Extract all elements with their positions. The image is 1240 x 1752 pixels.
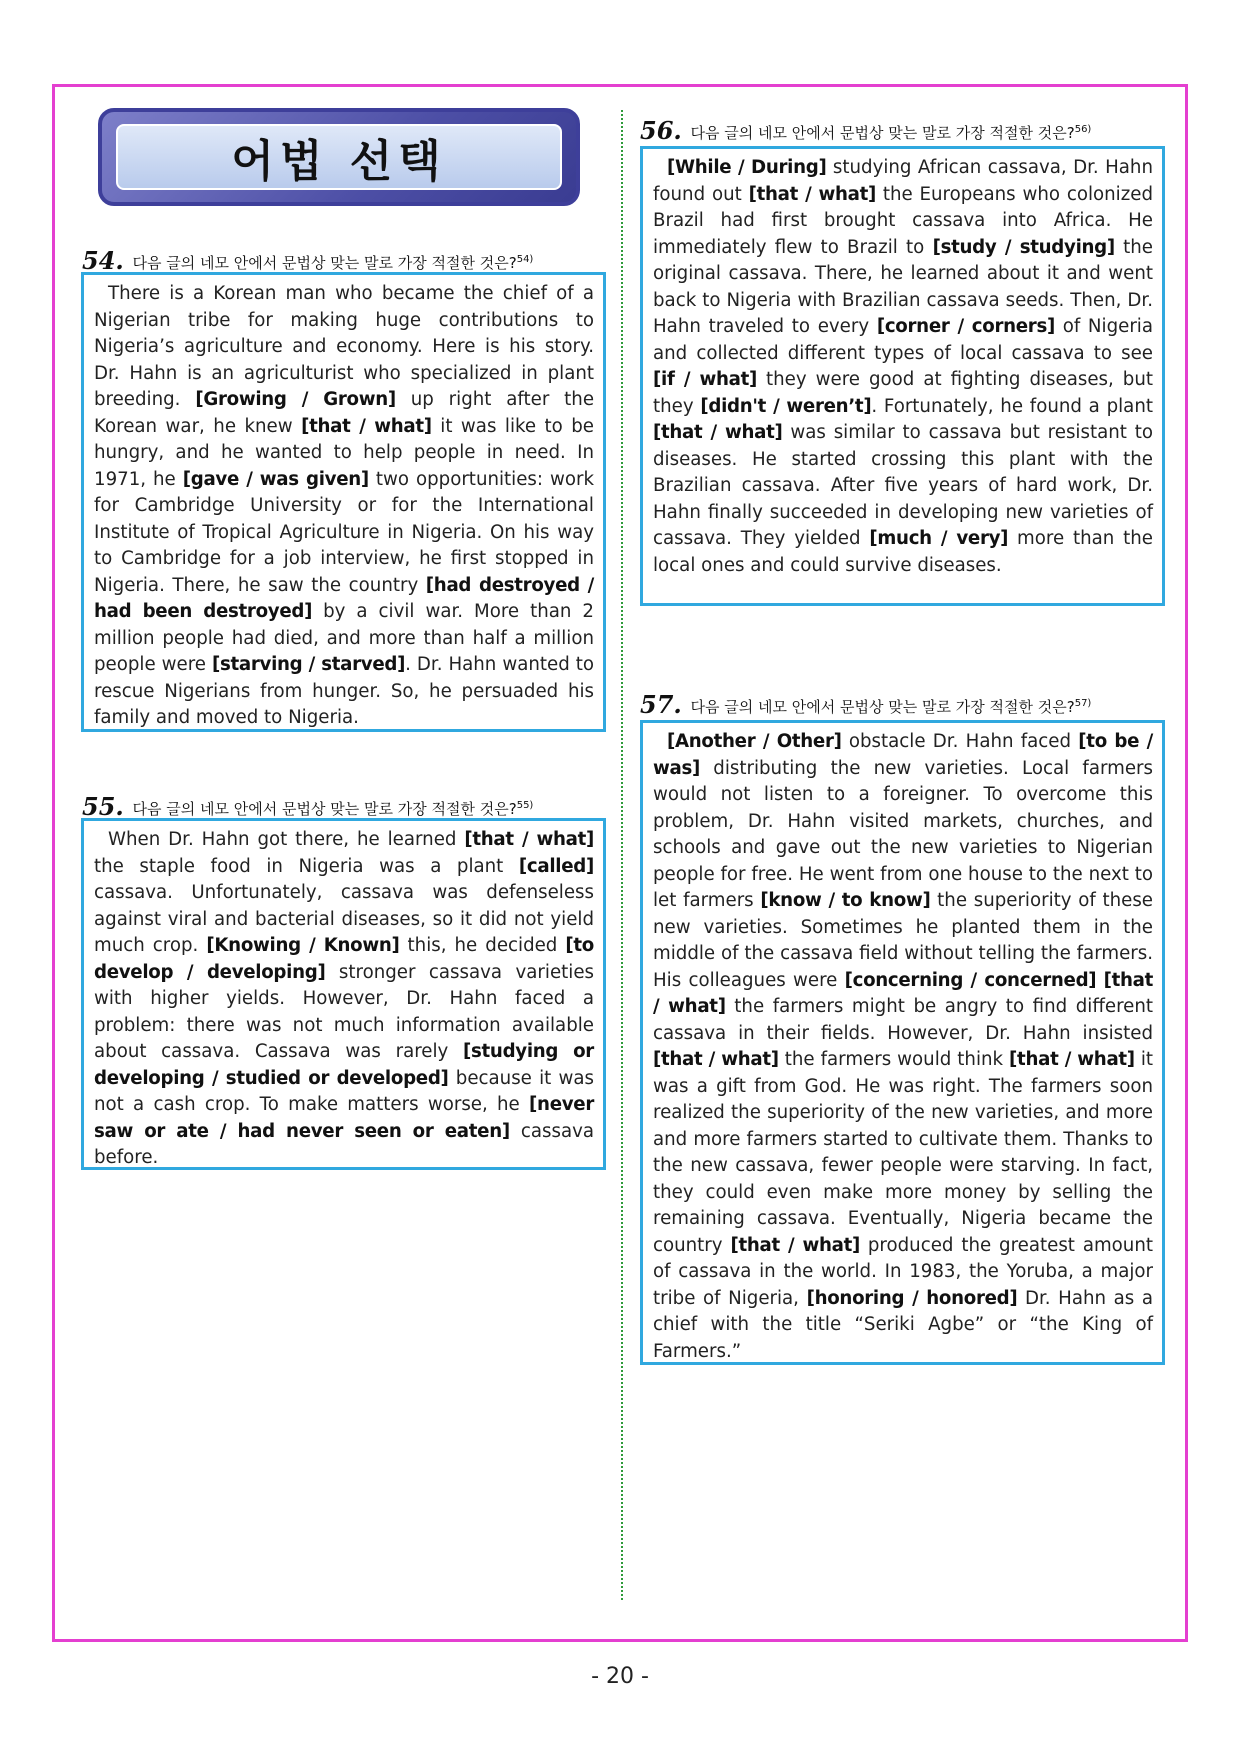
answer-choice: [know / to know] [760, 890, 931, 911]
answer-choice: [Knowing / Known] [206, 935, 400, 956]
answer-choice: [to develop / developing] [94, 935, 594, 983]
passage-text [653, 155, 1153, 579]
passage-segment: the farmers would think [778, 1049, 1010, 1070]
passage-text [94, 827, 594, 1172]
page-number: - 20 - [591, 1664, 649, 1689]
answer-choice: [that / what] [653, 1049, 779, 1070]
question-number: 54. [82, 246, 124, 275]
answer-choice: [never saw or ate / had never seen or eaten] [94, 1094, 594, 1142]
passage-segment: cassava before. [94, 1120, 594, 1168]
answer-choice: [if / what] [653, 369, 757, 390]
passage-segment: the original cassava. There, he learned about it and went back to Nigeria with Brazilian cassava seeds. Then, Dr. Hahn traveled to every [653, 236, 1153, 337]
passage-text [653, 729, 1153, 1365]
passage-box-55 [81, 818, 606, 1170]
passage-segment: they were good at fighting diseases, but they [653, 369, 1153, 417]
question-prompt: 다음 글의 네모 안에서 문법상 맞는 말로 가장 적절한 것은? [132, 254, 517, 272]
passage-segment: obstacle Dr. Hahn faced [841, 731, 1079, 752]
footnote-ref: 56) [1074, 124, 1092, 135]
answer-choice: [corner / corners] [876, 316, 1055, 337]
answer-choice: [called] [518, 855, 594, 877]
question-heading-55 [82, 792, 533, 821]
answer-choice: [concerning / concerned] [844, 969, 1097, 991]
answer-choice: [starving / starved] [211, 654, 406, 675]
passage-segment: the superiority of these new varieties. Sometimes he planted them in the middle of the cassava field without telling the farmers. His colleagues were [653, 890, 1153, 991]
footnote-ref: 57) [1074, 698, 1092, 709]
column-divider [621, 110, 623, 1600]
question-number: 56. [640, 116, 682, 145]
answer-choice: [that / what] [730, 1234, 860, 1256]
question-prompt: 다음 글의 네모 안에서 문법상 맞는 말로 가장 적절한 것은? [690, 124, 1075, 142]
passage-box-54 [81, 272, 606, 732]
passage-segment: because it was not a cash crop. To make matters worse, he [94, 1067, 594, 1115]
passage-segment: the Europeans who colonized Brazil had first brought cassava into Africa. He immediately flew to Brazil to [653, 183, 1153, 258]
passage-segment: up right after the Korean war, he knew [94, 389, 595, 437]
footnote-ref: 55) [516, 800, 534, 811]
question-heading-56 [640, 116, 1091, 145]
question-heading-57 [640, 690, 1091, 719]
footnote-ref: 54) [516, 254, 534, 265]
answer-choice: [didn't / weren’t] [700, 395, 872, 417]
passage-segment: When Dr. Hahn got there, he learned [108, 829, 465, 850]
answer-choice: [Growing / Grown] [195, 389, 396, 410]
answer-choice: [to be / was] [653, 731, 1153, 779]
passage-segment: stronger cassava varieties with higher yields. However, Dr. Hahn faced a problem: there was not much information available about cassava. Cassava was rarely [94, 961, 594, 1062]
passage-segment: distributing the new varieties. Local farmers would not listen to a foreigner. To overcome this problem, Dr. Hahn visited markets, churches, and schools and gave out the new varieties to Nigerian people for free. He went from one house to the next to let farmers [653, 757, 1153, 911]
passage-segment: by a civil war. More than 2 million people had died, and more than half a million people were [94, 601, 595, 675]
passage-segment: it was like to be hungry, and he wanted to help people in need. In 1971, he [94, 415, 594, 490]
passage-segment [1096, 970, 1103, 991]
answer-choice: [that / what] [464, 829, 594, 850]
passage-segment: this, he decided [399, 935, 566, 956]
passage-segment: the farmers might be angry to find different cassava in their fields. However, Dr. Hahn insisted [653, 996, 1154, 1044]
passage-segment: produced the greatest amount of cassava in the world. In 1983, the Yoruba, a major tribe of Nigeria, [653, 1234, 1153, 1309]
question-prompt: 다음 글의 네모 안에서 문법상 맞는 말로 가장 적절한 것은? [690, 698, 1075, 716]
answer-choice: [had destroyed / had been destroyed] [94, 574, 594, 622]
answer-choice: [gave / was given] [182, 468, 369, 490]
passage-segment: more than the local ones and could survive diseases. [653, 528, 1153, 576]
passage-segment: was similar to cassava but resistant to diseases. He started crossing this plant with the Brazilian cassava. After five years of hard work, Dr. Hahn finally succeeded in developing new varieties of cassava. They yielded [653, 422, 1154, 549]
passage-segment: . Dr. Hahn wanted to rescue Nigerians from hunger. So, he persuaded his family and moved to Nigeria. [94, 654, 594, 728]
answer-choice: [study / studying] [932, 236, 1115, 258]
passage-text [94, 281, 594, 732]
passage-segment: the staple food in Nigeria was a plant [94, 855, 519, 877]
section-title-banner [98, 108, 580, 206]
passage-box-56 [640, 146, 1165, 606]
question-number: 57. [640, 690, 682, 719]
passage-box-57 [640, 720, 1165, 1365]
section-title: 어법 선택 [231, 136, 447, 187]
answer-choice: [that / what] [748, 183, 877, 205]
answer-choice: [that / what] [301, 415, 432, 437]
passage-segment: of Nigeria and collected different types of local cassava to see [653, 316, 1153, 364]
answer-choice: [that / what] [653, 422, 783, 443]
passage-segment: Dr. Hahn as a chief with the title “Seriki Agbe” or “the King of Farmers.” [653, 1287, 1153, 1362]
passage-segment: There is a Korean man who became the chief of a Nigerian tribe for making huge contributions to Nigeria’s agriculture and economy. Here is his story. Dr. Hahn is an agriculturist who specialized in plant breeding. [94, 283, 594, 410]
passage-segment: . Fortunately, he found a plant [871, 395, 1153, 417]
question-heading-54 [82, 246, 533, 275]
passage-segment: cassava. Unfortunately, cassava was defenseless against viral and bacterial diseases, so it did not yield much crop. [94, 882, 594, 956]
answer-choice: [that / what] [1009, 1049, 1135, 1070]
answer-choice: [much / very] [869, 528, 1009, 549]
answer-choice: [Another / Other] [667, 731, 842, 752]
passage-segment: two opportunities: work for Cambridge University or for the International Institute of Tropical Agriculture in Nigeria. On his way to Cambridge for a job interview, he first stopped in Nigeria. There, he saw the country [94, 468, 594, 596]
question-number: 55. [82, 792, 124, 821]
passage-segment: it was a gift from God. He was right. The farmers soon realized the superiority of the new varieties, and more and more farmers started to cultivate them. Thanks to the new cassava, fewer people were starving. In fact, they could even make more money by selling the remaining cassava. Eventually, Nigeria became the country [653, 1049, 1154, 1256]
passage-segment: studying African cassava, Dr. Hahn found out [653, 157, 1153, 205]
answer-choice: [honoring / honored] [806, 1287, 1018, 1309]
answer-choice: [studying or developing / studied or developed] [94, 1041, 594, 1089]
question-prompt: 다음 글의 네모 안에서 문법상 맞는 말로 가장 적절한 것은? [132, 800, 517, 818]
section-title-inner [116, 124, 562, 190]
answer-choice: [that / what] [653, 969, 1153, 1017]
answer-choice: [While / During] [667, 157, 827, 178]
